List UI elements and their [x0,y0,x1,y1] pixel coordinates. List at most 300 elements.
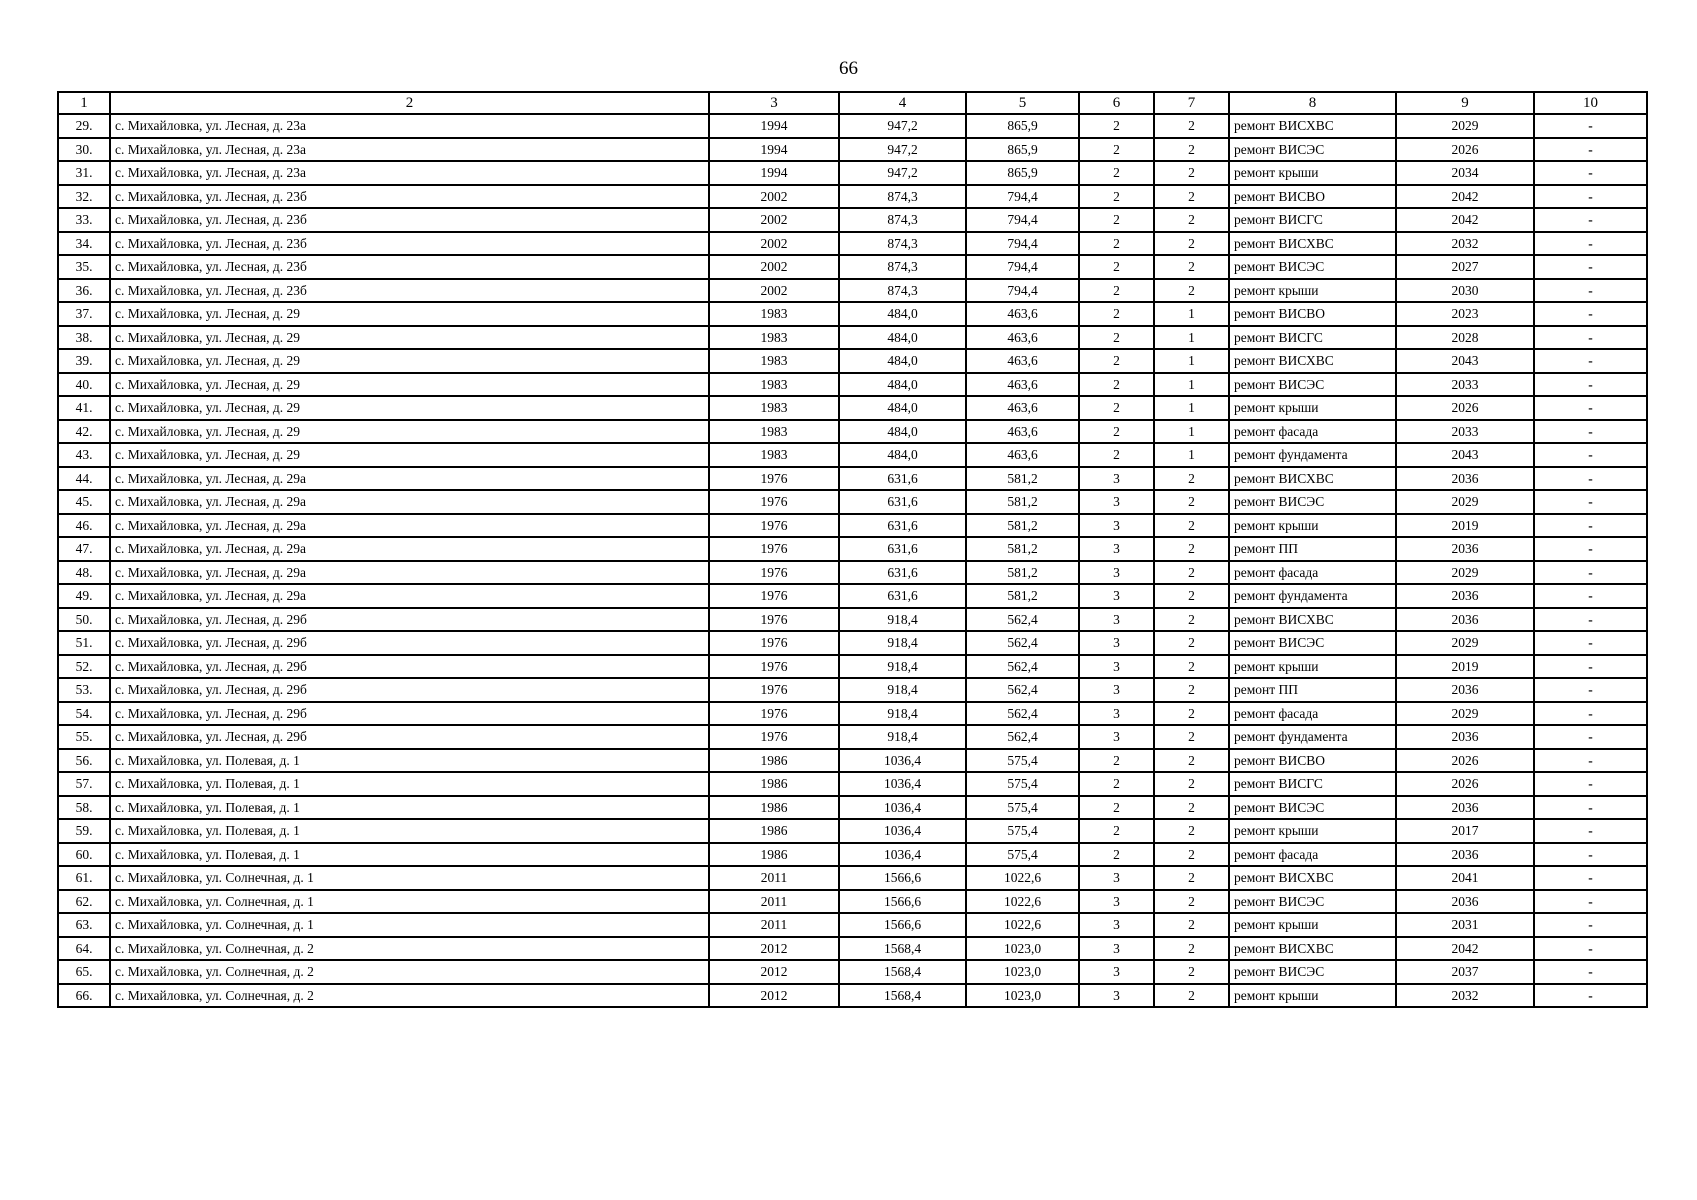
planned-year-cell: 2026 [1396,749,1534,773]
work-type-cell: ремонт ВИСЭС [1229,490,1396,514]
column-header: 8 [1229,92,1396,114]
entrances-cell: 2 [1154,937,1229,961]
work-type-cell: ремонт ВИСХВС [1229,349,1396,373]
work-type-cell: ремонт ВИСЭС [1229,255,1396,279]
address-cell: с. Михайловка, ул. Лесная, д. 29а [110,561,709,585]
planned-year-cell: 2042 [1396,185,1534,209]
address-cell: с. Михайловка, ул. Лесная, д. 29 [110,349,709,373]
year-built-cell: 2012 [709,960,839,984]
note-cell: - [1534,279,1647,303]
floors-cell: 2 [1079,396,1154,420]
address-cell: с. Михайловка, ул. Лесная, д. 29б [110,655,709,679]
living-area-cell: 463,6 [966,302,1079,326]
column-header: 3 [709,92,839,114]
address-cell: с. Михайловка, ул. Лесная, д. 23б [110,185,709,209]
planned-year-cell: 2043 [1396,349,1534,373]
page-number: 66 [839,58,858,79]
table-row [58,749,1647,773]
living-area-cell: 865,9 [966,114,1079,138]
planned-year-cell: 2030 [1396,279,1534,303]
floors-cell: 3 [1079,537,1154,561]
planned-year-cell: 2032 [1396,232,1534,256]
note-cell: - [1534,913,1647,937]
living-area-cell: 581,2 [966,584,1079,608]
table-row [58,232,1647,256]
floors-cell: 3 [1079,913,1154,937]
year-built-cell: 1994 [709,114,839,138]
row-number-cell: 33. [58,208,110,232]
entrances-cell: 2 [1154,561,1229,585]
row-number-cell: 58. [58,796,110,820]
note-cell: - [1534,843,1647,867]
planned-year-cell: 2033 [1396,373,1534,397]
planned-year-cell: 2026 [1396,138,1534,162]
year-built-cell: 2011 [709,913,839,937]
total-area-cell: 1566,6 [839,913,966,937]
note-cell: - [1534,772,1647,796]
floors-cell: 2 [1079,772,1154,796]
floors-cell: 2 [1079,749,1154,773]
note-cell: - [1534,984,1647,1008]
work-type-cell: ремонт ВИСХВС [1229,114,1396,138]
year-built-cell: 1986 [709,772,839,796]
address-cell: с. Михайловка, ул. Лесная, д. 23б [110,232,709,256]
table-row [58,655,1647,679]
address-cell: с. Михайловка, ул. Лесная, д. 29а [110,467,709,491]
row-number-cell: 34. [58,232,110,256]
planned-year-cell: 2034 [1396,161,1534,185]
column-header: 1 [58,92,110,114]
note-cell: - [1534,702,1647,726]
planned-year-cell: 2023 [1396,302,1534,326]
total-area-cell: 1036,4 [839,843,966,867]
note-cell: - [1534,185,1647,209]
work-type-cell: ремонт ВИСХВС [1229,608,1396,632]
total-area-cell: 631,6 [839,490,966,514]
total-area-cell: 631,6 [839,537,966,561]
planned-year-cell: 2036 [1396,608,1534,632]
total-area-cell: 874,3 [839,279,966,303]
note-cell: - [1534,608,1647,632]
address-cell: с. Михайловка, ул. Солнечная, д. 2 [110,960,709,984]
work-type-cell: ремонт крыши [1229,819,1396,843]
floors-cell: 3 [1079,467,1154,491]
living-area-cell: 865,9 [966,161,1079,185]
year-built-cell: 1976 [709,537,839,561]
work-type-cell: ремонт крыши [1229,279,1396,303]
table-row [58,373,1647,397]
note-cell: - [1534,819,1647,843]
total-area-cell: 484,0 [839,373,966,397]
address-cell: с. Михайловка, ул. Лесная, д. 29б [110,725,709,749]
repair-schedule-table [57,91,1648,1008]
table-row [58,584,1647,608]
year-built-cell: 1976 [709,725,839,749]
row-number-cell: 30. [58,138,110,162]
entrances-cell: 2 [1154,819,1229,843]
note-cell: - [1534,631,1647,655]
address-cell: с. Михайловка, ул. Лесная, д. 23а [110,161,709,185]
planned-year-cell: 2026 [1396,396,1534,420]
total-area-cell: 874,3 [839,232,966,256]
planned-year-cell: 2029 [1396,631,1534,655]
living-area-cell: 562,4 [966,608,1079,632]
living-area-cell: 562,4 [966,631,1079,655]
floors-cell: 3 [1079,984,1154,1008]
year-built-cell: 1976 [709,608,839,632]
total-area-cell: 1036,4 [839,819,966,843]
note-cell: - [1534,232,1647,256]
entrances-cell: 2 [1154,866,1229,890]
table-row [58,302,1647,326]
total-area-cell: 947,2 [839,114,966,138]
floors-cell: 2 [1079,208,1154,232]
total-area-cell: 631,6 [839,514,966,538]
year-built-cell: 1983 [709,396,839,420]
work-type-cell: ремонт ВИСХВС [1229,467,1396,491]
entrances-cell: 1 [1154,420,1229,444]
note-cell: - [1534,114,1647,138]
work-type-cell: ремонт ВИСЭС [1229,373,1396,397]
row-number-cell: 62. [58,890,110,914]
note-cell: - [1534,725,1647,749]
entrances-cell: 2 [1154,960,1229,984]
year-built-cell: 2012 [709,937,839,961]
note-cell: - [1534,796,1647,820]
note-cell: - [1534,960,1647,984]
table-row [58,608,1647,632]
year-built-cell: 1976 [709,584,839,608]
entrances-cell: 2 [1154,584,1229,608]
row-number-cell: 51. [58,631,110,655]
table-row [58,490,1647,514]
work-type-cell: ремонт ПП [1229,537,1396,561]
table-row [58,984,1647,1008]
planned-year-cell: 2027 [1396,255,1534,279]
note-cell: - [1534,349,1647,373]
work-type-cell: ремонт крыши [1229,161,1396,185]
note-cell: - [1534,467,1647,491]
table-row [58,396,1647,420]
work-type-cell: ремонт фасада [1229,420,1396,444]
work-type-cell: ремонт крыши [1229,913,1396,937]
note-cell: - [1534,584,1647,608]
address-cell: с. Михайловка, ул. Лесная, д. 23б [110,279,709,303]
living-area-cell: 575,4 [966,772,1079,796]
entrances-cell: 2 [1154,279,1229,303]
total-area-cell: 1568,4 [839,937,966,961]
entrances-cell: 2 [1154,749,1229,773]
year-built-cell: 1994 [709,138,839,162]
work-type-cell: ремонт ВИСГС [1229,208,1396,232]
living-area-cell: 463,6 [966,420,1079,444]
floors-cell: 3 [1079,866,1154,890]
note-cell: - [1534,326,1647,350]
table-row [58,796,1647,820]
living-area-cell: 794,4 [966,255,1079,279]
entrances-cell: 2 [1154,232,1229,256]
year-built-cell: 1983 [709,373,839,397]
address-cell: с. Михайловка, ул. Лесная, д. 29б [110,608,709,632]
address-cell: с. Михайловка, ул. Полевая, д. 1 [110,819,709,843]
floors-cell: 3 [1079,655,1154,679]
row-number-cell: 54. [58,702,110,726]
address-cell: с. Михайловка, ул. Лесная, д. 29 [110,420,709,444]
table-row [58,208,1647,232]
entrances-cell: 2 [1154,890,1229,914]
table-row [58,631,1647,655]
living-area-cell: 463,6 [966,443,1079,467]
living-area-cell: 581,2 [966,467,1079,491]
entrances-cell: 1 [1154,349,1229,373]
row-number-cell: 46. [58,514,110,538]
work-type-cell: ремонт ВИСХВС [1229,937,1396,961]
planned-year-cell: 2043 [1396,443,1534,467]
note-cell: - [1534,749,1647,773]
work-type-cell: ремонт фундамента [1229,725,1396,749]
work-type-cell: ремонт фундамента [1229,584,1396,608]
total-area-cell: 918,4 [839,702,966,726]
work-type-cell: ремонт фасада [1229,843,1396,867]
note-cell: - [1534,514,1647,538]
planned-year-cell: 2036 [1396,843,1534,867]
living-area-cell: 463,6 [966,396,1079,420]
year-built-cell: 2002 [709,279,839,303]
note-cell: - [1534,655,1647,679]
note-cell: - [1534,420,1647,444]
living-area-cell: 865,9 [966,138,1079,162]
address-cell: с. Михайловка, ул. Солнечная, д. 2 [110,984,709,1008]
address-cell: с. Михайловка, ул. Лесная, д. 29 [110,302,709,326]
floors-cell: 2 [1079,161,1154,185]
table-row [58,255,1647,279]
note-cell: - [1534,255,1647,279]
year-built-cell: 1976 [709,678,839,702]
floors-cell: 3 [1079,490,1154,514]
entrances-cell: 2 [1154,537,1229,561]
floors-cell: 2 [1079,373,1154,397]
living-area-cell: 562,4 [966,655,1079,679]
year-built-cell: 1976 [709,514,839,538]
total-area-cell: 631,6 [839,561,966,585]
table-row [58,561,1647,585]
row-number-cell: 42. [58,420,110,444]
row-number-cell: 29. [58,114,110,138]
planned-year-cell: 2019 [1396,514,1534,538]
table-row [58,960,1647,984]
year-built-cell: 1976 [709,467,839,491]
note-cell: - [1534,678,1647,702]
row-number-cell: 52. [58,655,110,679]
floors-cell: 2 [1079,255,1154,279]
living-area-cell: 581,2 [966,514,1079,538]
living-area-cell: 575,4 [966,819,1079,843]
table-row [58,514,1647,538]
living-area-cell: 575,4 [966,796,1079,820]
planned-year-cell: 2036 [1396,678,1534,702]
work-type-cell: ремонт крыши [1229,514,1396,538]
work-type-cell: ремонт ВИСЭС [1229,796,1396,820]
living-area-cell: 1022,6 [966,890,1079,914]
entrances-cell: 2 [1154,138,1229,162]
work-type-cell: ремонт ВИСЭС [1229,138,1396,162]
entrances-cell: 2 [1154,114,1229,138]
work-type-cell: ремонт ВИСВО [1229,185,1396,209]
row-number-cell: 66. [58,984,110,1008]
entrances-cell: 2 [1154,796,1229,820]
entrances-cell: 2 [1154,655,1229,679]
total-area-cell: 874,3 [839,255,966,279]
planned-year-cell: 2042 [1396,937,1534,961]
total-area-cell: 484,0 [839,443,966,467]
note-cell: - [1534,537,1647,561]
row-number-cell: 39. [58,349,110,373]
planned-year-cell: 2037 [1396,960,1534,984]
floors-cell: 2 [1079,114,1154,138]
work-type-cell: ремонт ВИСВО [1229,302,1396,326]
header-row [58,92,1647,114]
living-area-cell: 581,2 [966,537,1079,561]
note-cell: - [1534,396,1647,420]
note-cell: - [1534,490,1647,514]
living-area-cell: 575,4 [966,843,1079,867]
year-built-cell: 2011 [709,866,839,890]
row-number-cell: 59. [58,819,110,843]
row-number-cell: 35. [58,255,110,279]
address-cell: с. Михайловка, ул. Лесная, д. 29а [110,584,709,608]
living-area-cell: 562,4 [966,678,1079,702]
entrances-cell: 2 [1154,161,1229,185]
address-cell: с. Михайловка, ул. Лесная, д. 29б [110,702,709,726]
planned-year-cell: 2031 [1396,913,1534,937]
total-area-cell: 484,0 [839,326,966,350]
row-number-cell: 31. [58,161,110,185]
year-built-cell: 1976 [709,655,839,679]
total-area-cell: 631,6 [839,584,966,608]
column-header: 10 [1534,92,1647,114]
year-built-cell: 1983 [709,349,839,373]
table-row [58,279,1647,303]
planned-year-cell: 2019 [1396,655,1534,679]
row-number-cell: 57. [58,772,110,796]
row-number-cell: 64. [58,937,110,961]
table-row [58,937,1647,961]
year-built-cell: 1986 [709,819,839,843]
row-number-cell: 55. [58,725,110,749]
address-cell: с. Михайловка, ул. Полевая, д. 1 [110,772,709,796]
year-built-cell: 1994 [709,161,839,185]
table-row [58,326,1647,350]
floors-cell: 3 [1079,561,1154,585]
entrances-cell: 2 [1154,772,1229,796]
entrances-cell: 2 [1154,255,1229,279]
entrances-cell: 2 [1154,913,1229,937]
planned-year-cell: 2029 [1396,490,1534,514]
year-built-cell: 1983 [709,443,839,467]
row-number-cell: 56. [58,749,110,773]
address-cell: с. Михайловка, ул. Лесная, д. 29 [110,373,709,397]
total-area-cell: 484,0 [839,349,966,373]
floors-cell: 3 [1079,514,1154,538]
living-area-cell: 794,4 [966,185,1079,209]
total-area-cell: 484,0 [839,302,966,326]
table-row [58,913,1647,937]
total-area-cell: 1568,4 [839,984,966,1008]
living-area-cell: 1023,0 [966,984,1079,1008]
entrances-cell: 1 [1154,302,1229,326]
floors-cell: 2 [1079,138,1154,162]
planned-year-cell: 2029 [1396,561,1534,585]
work-type-cell: ремонт фасада [1229,702,1396,726]
planned-year-cell: 2036 [1396,725,1534,749]
entrances-cell: 2 [1154,185,1229,209]
total-area-cell: 918,4 [839,631,966,655]
entrances-cell: 2 [1154,631,1229,655]
entrances-cell: 2 [1154,490,1229,514]
planned-year-cell: 2028 [1396,326,1534,350]
row-number-cell: 37. [58,302,110,326]
column-header: 2 [110,92,709,114]
floors-cell: 2 [1079,420,1154,444]
floors-cell: 2 [1079,819,1154,843]
planned-year-cell: 2033 [1396,420,1534,444]
entrances-cell: 1 [1154,396,1229,420]
total-area-cell: 918,4 [839,655,966,679]
planned-year-cell: 2036 [1396,796,1534,820]
address-cell: с. Михайловка, ул. Лесная, д. 29б [110,631,709,655]
entrances-cell: 1 [1154,326,1229,350]
planned-year-cell: 2042 [1396,208,1534,232]
floors-cell: 2 [1079,796,1154,820]
row-number-cell: 40. [58,373,110,397]
entrances-cell: 1 [1154,443,1229,467]
note-cell: - [1534,561,1647,585]
row-number-cell: 63. [58,913,110,937]
floors-cell: 3 [1079,960,1154,984]
table-row [58,725,1647,749]
year-built-cell: 1976 [709,702,839,726]
row-number-cell: 38. [58,326,110,350]
planned-year-cell: 2036 [1396,584,1534,608]
year-built-cell: 2011 [709,890,839,914]
planned-year-cell: 2032 [1396,984,1534,1008]
living-area-cell: 794,4 [966,208,1079,232]
entrances-cell: 2 [1154,984,1229,1008]
address-cell: с. Михайловка, ул. Лесная, д. 23б [110,255,709,279]
table-row [58,161,1647,185]
table-row [58,866,1647,890]
column-header: 7 [1154,92,1229,114]
column-header: 9 [1396,92,1534,114]
address-cell: с. Михайловка, ул. Солнечная, д. 1 [110,866,709,890]
column-header: 5 [966,92,1079,114]
note-cell: - [1534,443,1647,467]
address-cell: с. Михайловка, ул. Лесная, д. 23а [110,138,709,162]
floors-cell: 2 [1079,302,1154,326]
year-built-cell: 2002 [709,232,839,256]
year-built-cell: 2002 [709,208,839,232]
year-built-cell: 1986 [709,796,839,820]
address-cell: с. Михайловка, ул. Лесная, д. 23а [110,114,709,138]
row-number-cell: 43. [58,443,110,467]
address-cell: с. Михайловка, ул. Лесная, д. 29б [110,678,709,702]
total-area-cell: 1568,4 [839,960,966,984]
living-area-cell: 1023,0 [966,937,1079,961]
row-number-cell: 53. [58,678,110,702]
entrances-cell: 2 [1154,702,1229,726]
year-built-cell: 1976 [709,631,839,655]
living-area-cell: 581,2 [966,490,1079,514]
